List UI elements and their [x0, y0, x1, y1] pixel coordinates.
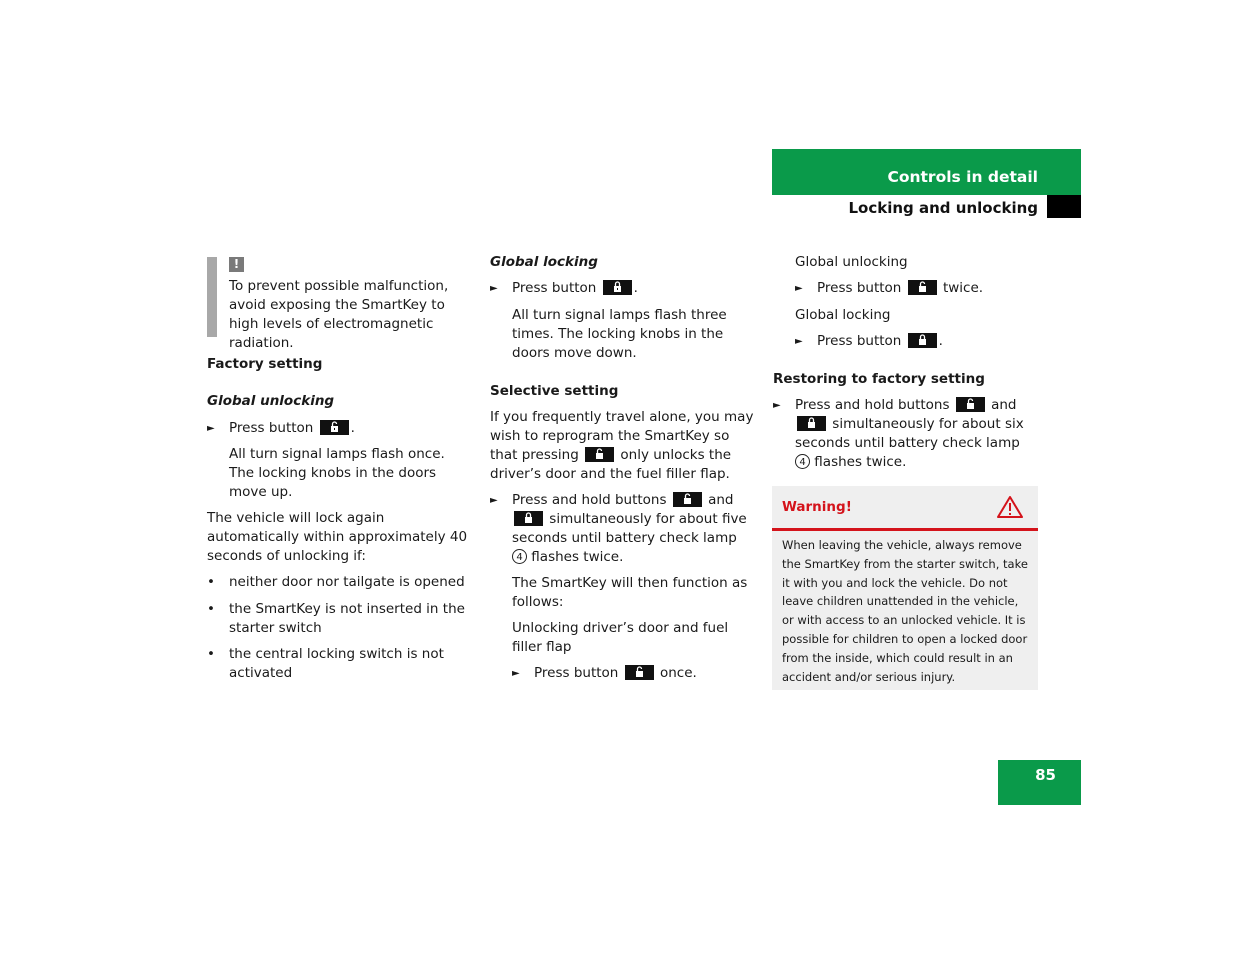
- unlock-button-icon: [585, 447, 614, 462]
- step2-result: All turn signal lamps flash three times. The locking knobs in the doors move down.: [512, 307, 727, 361]
- unlock-button-icon: [625, 665, 654, 680]
- warning-triangle-icon: [996, 495, 1024, 523]
- lock-button-icon: [514, 511, 543, 526]
- auto-lock-text: The vehicle will lock again automatically within approximately 40 seconds of unlocking if:: [207, 510, 468, 564]
- lamp-number-badge: 4: [795, 454, 810, 469]
- lock-button-icon: [603, 280, 632, 295]
- section-title: Locking and unlocking: [848, 199, 1038, 217]
- step-press-hold: ► Press and hold buttons and simultaneously for about five seconds until battery check lamp 4 flashes twice.: [490, 492, 747, 565]
- note-text: To prevent possible malfunction, avoid exposing the SmartKey to high levels of electromagnetic radiation.: [229, 278, 449, 351]
- unlock-button-icon: [956, 397, 985, 412]
- step-arrow-icon: ►: [207, 423, 215, 434]
- chapter-title: Controls in detail: [887, 168, 1038, 186]
- lamp-number-badge: 4: [512, 549, 527, 564]
- page-number: 85: [1035, 766, 1056, 784]
- column-3: [773, 253, 1039, 472]
- factory-setting: [207, 355, 469, 683]
- global-locking-heading: Global locking: [490, 254, 598, 270]
- step-press-lock: ► Press button .: [490, 280, 638, 296]
- step-press-unlock: ► Press button .: [207, 420, 355, 436]
- step-press-lock-2: ► Press button .: [795, 333, 943, 349]
- global-locking-label: Global locking: [795, 307, 891, 323]
- warning-text: When leaving the vehicle, always remove the SmartKey from the starter switch, take it with you and lock the vehicle. Do not leave children unattended in the vehicle, or with access to an unlocked vehicle. It is possible for children to open a locked door from the inside, which could result in an accident and/or serious injury.: [782, 538, 1028, 684]
- list-item: • neither door nor tailgate is opened: [207, 574, 465, 590]
- list-item: • the central locking switch is not activated: [207, 646, 444, 681]
- warning-box: [772, 486, 1038, 690]
- step1-result: All turn signal lamps flash once. The locking knobs in the doors move up.: [229, 446, 445, 500]
- note-bar: [207, 257, 217, 337]
- exclamation-icon: !: [229, 257, 244, 272]
- column-2: [490, 253, 756, 683]
- global-unlocking-label: Global unlocking: [795, 254, 908, 270]
- lock-button-icon: [908, 333, 937, 348]
- unlock-button-icon: [908, 280, 937, 295]
- note: [229, 255, 474, 353]
- selective-intro: If you frequently travel alone, you may wish to reprogram the SmartKey so that pressing only unlocks the driver’s door and the fuel filler flap.: [490, 409, 754, 482]
- list-item: • the SmartKey is not inserted in the starter switch: [207, 601, 465, 636]
- step-restore: ► Press and hold buttons and simultaneously for about six seconds until battery check lamp 4 flashes twice.: [773, 397, 1024, 470]
- unlock-button-icon: [673, 492, 702, 507]
- step-press-twice: ► Press button twice.: [795, 280, 984, 296]
- warning-title: Warning!: [782, 499, 852, 515]
- page-number-box: [998, 760, 1081, 805]
- selective-heading: Selective setting: [490, 383, 619, 399]
- global-unlocking-heading: Global unlocking: [207, 393, 335, 409]
- factory-heading: Factory setting: [207, 356, 323, 372]
- restore-heading: Restoring to factory setting: [773, 371, 985, 387]
- unlock-driver-heading: Unlocking driver’s door and fuel filler flap: [512, 620, 729, 655]
- unlock-button-icon: [320, 420, 349, 435]
- step-press-once: ► Press button once.: [512, 665, 697, 681]
- function-text: The SmartKey will then function as follows:: [512, 575, 748, 610]
- lock-button-icon: [797, 416, 826, 431]
- section-marker: [1047, 195, 1081, 218]
- warning-header: [772, 486, 1038, 531]
